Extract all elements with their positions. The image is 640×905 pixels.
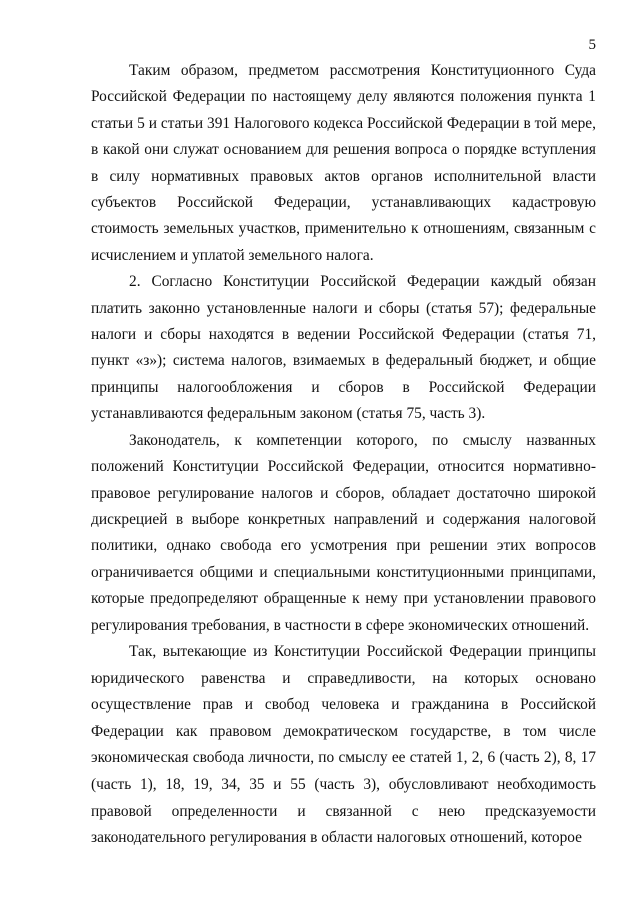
paragraph-equality-principles: Так, вытекающие из Конституции Российской Федерации принципы юридического равенства и справедливости, на которых основано осуществление прав и свобод человека и гражданина в Российской Федерации как правовом демократическом государстве, в том числе экономическая свобода личности, по смыслу ее статей 1, 2, 6 (часть 2), 8, 17 (часть 1), 18, 19, 34, 35 и 55 (часть 3), обусловливают необходимость правовой определенности и связанной с нею предсказуемости законодательного регулирования в области налоговых отношений, которое [91,642,596,847]
paragraph-legislator-discretion: Законодатель, к компетенции которого, по смыслу названных положений Конституции Российской Федерации, относится нормативно-правовое регулирование налогов и сборов, обладает достаточно широкой дискрецией в выборе конкретных направлений и содержания налоговой политики, однако свобода его усмотрения при решении этих вопросов ограничивается общими и специальными конституционными принципами, которые предопределяют обращенные к нему при установлении правового регулирования требования, в частности в сфере экономических отношений. [91,431,596,634]
page-number: 5 [588,37,596,53]
paragraph-subject-of-review: Таким образом, предметом рассмотрения Конституционного Суда Российской Федерации по настоящему делу являются положения пункта 1 статьи 5 и статьи 391 Налогового кодекса Российской Федерации в той мере, в какой они служат основанием для решения вопроса о порядке вступления в силу нормативных правовых актов органов исполнительной власти субъектов Российской Федерации, устанавливающих кадастровую стоимость земельных участков, применительно к отношениям, связанным с исчислением и уплатой земельного налога. [91,62,596,264]
document-body [91,58,596,852]
paragraph-constitution-taxes: 2. Согласно Конституции Российской Федерации каждый обязан платить законно установленные налоги и сборы (статья 57); федеральные налоги и сборы находятся в ведении Российской Федерации (статья 71, пункт «з»); система налогов, взимаемых в федеральный бюджет, и общие принципы налогообложения и сборов в Российской Федерации устанавливаются федеральным законом (статья 75, часть 3). [91,273,596,423]
